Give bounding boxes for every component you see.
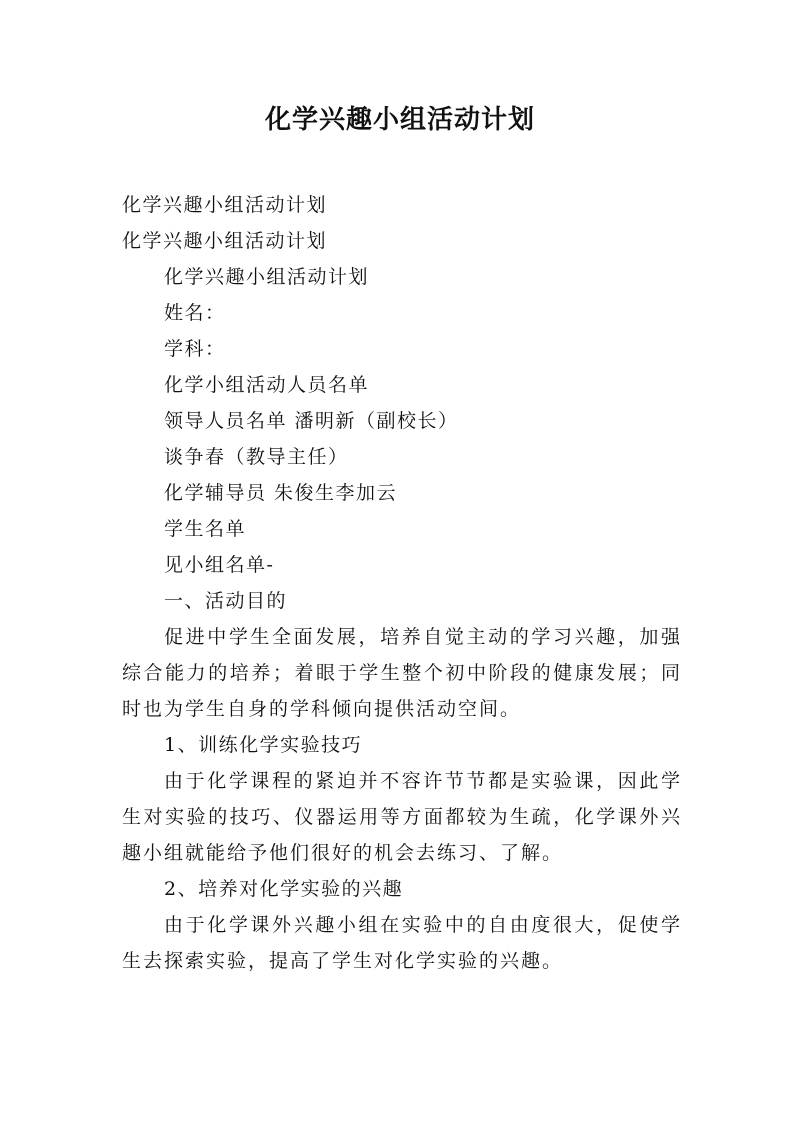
document-body <box>122 187 682 979</box>
body-line-header-3: 化学兴趣小组活动计划 <box>164 266 370 288</box>
section-heading-purpose: 一、活动目的 <box>164 590 288 612</box>
paragraph-purpose: 促进中学生全面发展，培养自觉主动的学习兴趣，加强综合能力的培养；着眼于学生整个初中阶段的健康发展；同时也为学生自身的学科倾向提供活动空间。 <box>122 626 682 720</box>
student-list-heading: 学生名单 <box>164 518 247 540</box>
subheading-skills: 1、训练化学实验技巧 <box>164 734 363 756</box>
paragraph-interest: 由于化学课外兴趣小组在实验中的自由度很大，促使学生去探索实验，提高了学生对化学实验的兴趣。 <box>122 914 682 972</box>
body-line-header-1: 化学兴趣小组活动计划 <box>122 194 328 216</box>
leader-list-line: 领导人员名单 潘明新（副校长） <box>164 410 459 432</box>
member-list-heading: 化学小组活动人员名单 <box>164 374 370 396</box>
paragraph-skills: 由于化学课程的紧迫并不容许节节都是实验课，因此学生对实验的技巧、仪器运用等方面都较为生疏，化学课外兴趣小组就能给予他们很好的机会去练习、了解。 <box>122 770 682 864</box>
name-field-label: 姓名： <box>164 302 226 324</box>
body-line-header-2: 化学兴趣小组活动计划 <box>122 230 328 252</box>
tutor-list-line: 化学辅导员 朱俊生李加云 <box>164 482 398 504</box>
student-list-note: 见小组名单- <box>164 554 275 576</box>
subject-field-label: 学科： <box>164 338 226 360</box>
document-title: 化学兴趣小组活动计划 <box>264 105 535 135</box>
leader-list-line-2: 谈争春（教导主任） <box>164 446 349 468</box>
subheading-interest: 2、培养对化学实验的兴趣 <box>164 878 404 900</box>
